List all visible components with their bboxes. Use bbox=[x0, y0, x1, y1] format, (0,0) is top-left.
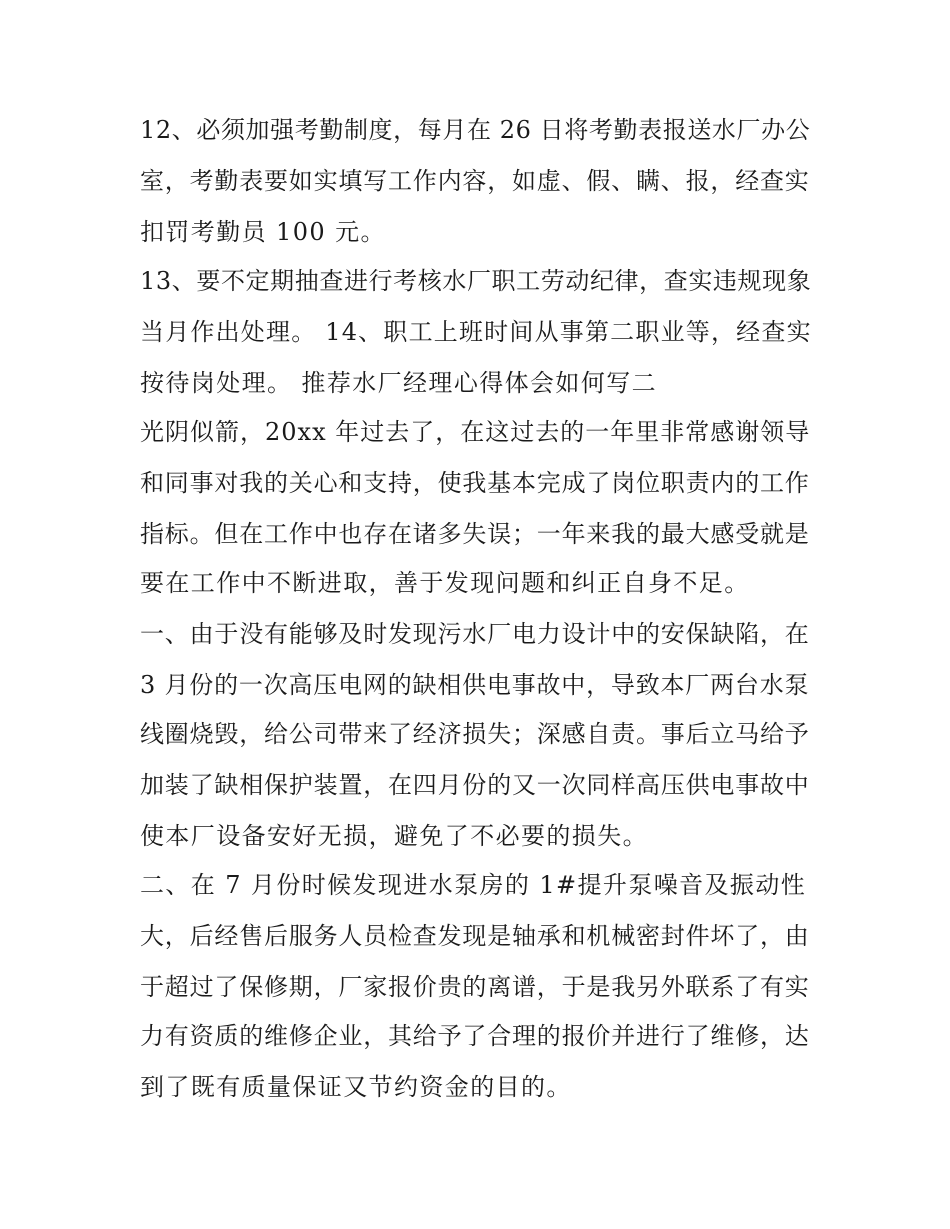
text-line: 大，后经售后服务人员检查发现是轴承和机械密封件坏了，由 bbox=[140, 922, 810, 950]
text-line: 使本厂设备安好无损，避免了不必要的损失。 bbox=[140, 822, 648, 850]
text-line: 扣罚考勤员 100 元。 bbox=[140, 218, 386, 246]
text-line: 力有资质的维修企业，其给予了合理的报价并进行了维修，达 bbox=[140, 1022, 810, 1050]
text-line: 线圈烧毁，给公司带来了经济损失；深感自责。事后立马给予 bbox=[140, 720, 810, 748]
text-line: 要在工作中不断进取，善于发现问题和纠正自身不足。 bbox=[140, 569, 750, 597]
text-line: 二、在 7 月份时候发现进水泵房的 1#提升泵噪音及振动性 bbox=[140, 871, 807, 899]
text-line: 指标。但在工作中也存在诸多失误；一年来我的最大感受就是 bbox=[140, 520, 810, 548]
text-line: 光阴似箭，20xx 年过去了，在这过去的一年里非常感谢领导 bbox=[140, 418, 811, 446]
text-line: 12、必须加强考勤制度，每月在 26 日将考勤表报送水厂办公 bbox=[140, 116, 811, 144]
text-line: 13、要不定期抽查进行考核水厂职工劳动纪律，查实违规现象 bbox=[140, 267, 812, 295]
text-line: 3 月份的一次高压电网的缺相供电事故中，导致本厂两台水泵 bbox=[140, 671, 810, 699]
text-line: 和同事对我的关心和支持，使我基本完成了岗位职责内的工作 bbox=[140, 469, 810, 497]
text-line: 加装了缺相保护装置，在四月份的又一次同样高压供电事故中 bbox=[140, 771, 810, 799]
text-line: 一、由于没有能够及时发现污水厂电力设计中的安保缺陷，在 bbox=[140, 620, 810, 648]
text-line: 按待岗处理。 推荐水厂经理心得体会如何写二 bbox=[140, 369, 658, 397]
text-line: 到了既有质量保证又节约资金的目的。 bbox=[140, 1073, 572, 1101]
text-line: 当月作出处理。 14、职工上班时间从事第二职业等，经查实 bbox=[140, 318, 812, 346]
text-line: 于超过了保修期，厂家报价贵的离谱，于是我另外联系了有实 bbox=[140, 973, 810, 1001]
text-line: 室，考勤表要如实填写工作内容，如虚、假、瞒、报，经查实 bbox=[140, 167, 810, 195]
